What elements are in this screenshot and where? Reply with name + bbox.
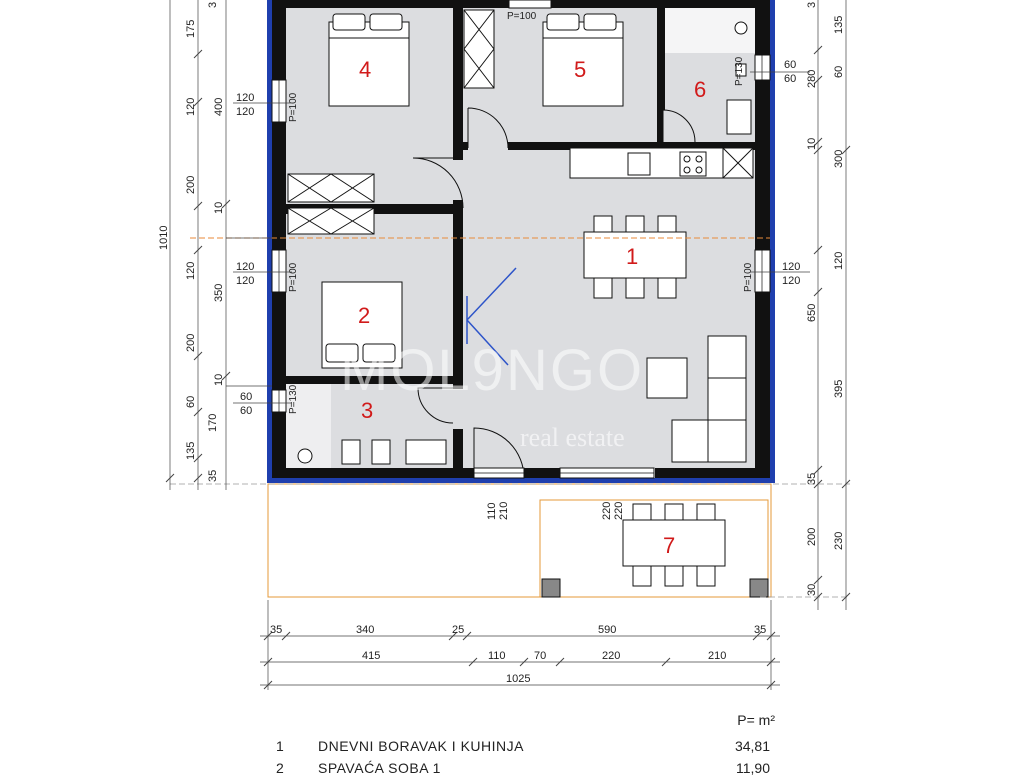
dim-w2-a: 120 xyxy=(236,261,255,273)
dim-left-inner-2: 200 xyxy=(185,175,197,194)
dim-right-mid-0: 650 xyxy=(806,303,818,322)
dim-bottom-row2-2: 70 xyxy=(534,650,547,662)
dim-left-inner-4: 200 xyxy=(185,333,197,352)
room-number-7: 7 xyxy=(663,533,676,558)
wardrobe-room5 xyxy=(464,10,494,88)
dim-right-outer-2: 280 xyxy=(806,69,818,88)
dim-terrace-0: 200 xyxy=(806,527,818,546)
room-number-4: 4 xyxy=(359,57,372,82)
room-number-6: 6 xyxy=(694,77,707,102)
wardrobe-room2 xyxy=(288,208,374,234)
dim-left-inner-0: 175 xyxy=(185,19,197,38)
dim-left-mid-0: 400 xyxy=(213,97,225,116)
legend-row xyxy=(270,738,780,758)
dim-left-inner-7: 135 xyxy=(185,441,197,460)
dim-left-inner-6: 170 xyxy=(207,413,219,432)
legend-row-area: 11,90 xyxy=(736,760,770,776)
dim-terrace-door-a: 220 xyxy=(601,501,613,520)
room-number-3: 3 xyxy=(361,398,374,423)
kitchen-counter xyxy=(570,148,753,178)
watermark-sub: real estate xyxy=(520,423,625,452)
dim-bottom-row2-4: 210 xyxy=(708,650,727,662)
dim-bottom-row1-4: 35 xyxy=(754,624,767,636)
opening-tag-room1: P=100 xyxy=(743,262,754,292)
wardrobe-room4 xyxy=(288,174,374,202)
dim-left-inner-3: 120 xyxy=(185,261,197,280)
dim-w4-a: 120 xyxy=(236,92,255,104)
dim-bottom-row2-1: 110 xyxy=(488,650,506,662)
dim-left-mid-2: 10 xyxy=(213,201,225,214)
dim-terrace-1: 230 xyxy=(833,531,845,550)
dim-right-outer-5: 120 xyxy=(833,251,845,270)
dim-right-outer-4: 300 xyxy=(833,149,845,168)
dim-bottom-row1-3: 590 xyxy=(598,624,617,636)
legend-row-name: SPAVAĆA SOBA 1 xyxy=(318,760,441,776)
dim-w6-a: 60 xyxy=(784,59,797,71)
opening-tag-room2: P=100 xyxy=(288,262,299,292)
dim-right-outer-8: 3 xyxy=(806,1,818,8)
legend-row-area: 34,81 xyxy=(734,738,770,754)
dim-left-mid-3: 10 xyxy=(213,373,225,386)
dim-right-outer-1: 60 xyxy=(833,65,845,78)
dim-left-inner-8: 35 xyxy=(207,469,219,482)
room-number-5: 5 xyxy=(574,57,587,82)
dim-entry-a: 110 xyxy=(486,502,498,520)
dim-w3-a: 60 xyxy=(240,391,253,403)
dim-w4-b: 120 xyxy=(236,106,255,118)
watermark-brand: MOL9NGO xyxy=(340,338,645,403)
terrace xyxy=(268,484,771,597)
dim-bottom-row2-0: 415 xyxy=(362,650,381,662)
dim-left-total: 1010 xyxy=(158,225,170,250)
dim-bottom-row1-2: 25 xyxy=(452,624,465,636)
dim-w2-b: 120 xyxy=(236,275,255,287)
dim-left-inner-1: 120 xyxy=(185,97,197,116)
legend-header: P= m² xyxy=(737,712,775,728)
opening-tag-room6: P=130 xyxy=(734,56,745,86)
left-dimension-lines xyxy=(170,0,272,490)
dim-bottom-row2-3: 220 xyxy=(602,650,621,662)
dim-right-outer-7: 35 xyxy=(806,472,818,485)
dim-w6-b: 60 xyxy=(784,73,797,85)
right-dimension-lines xyxy=(818,0,846,610)
dim-left-mid-1: 350 xyxy=(213,283,225,302)
opening-tag-room4: P=100 xyxy=(288,92,299,122)
legend-row-num: 1 xyxy=(276,738,284,754)
dim-terrace-2: 30 xyxy=(806,583,818,596)
dim-w1-a: 120 xyxy=(782,261,801,273)
room-number-1: 1 xyxy=(626,244,639,269)
opening-tag-room3: P=130 xyxy=(288,384,299,414)
dim-bottom-row1-1: 340 xyxy=(356,624,375,636)
opening-tag-top: P=100 xyxy=(507,11,537,22)
room-number-2: 2 xyxy=(358,303,371,328)
legend-row-num: 2 xyxy=(276,760,284,776)
dim-left-inner-9: 3 xyxy=(207,1,219,8)
dim-bottom-row1-0: 35 xyxy=(270,624,283,636)
legend-row xyxy=(270,760,780,780)
dim-right-outer-0: 135 xyxy=(833,15,845,34)
dim-right-outer-6: 395 xyxy=(833,379,845,398)
dim-right-outer-3: 10 xyxy=(806,137,818,150)
dim-left-inner-5: 60 xyxy=(185,395,197,408)
dim-entry-b: 210 xyxy=(498,501,510,520)
dim-w1-b: 120 xyxy=(782,275,801,287)
dim-terrace-door-b: 220 xyxy=(613,501,625,520)
dim-bottom-total: 1025 xyxy=(506,673,531,685)
dim-w3-b: 60 xyxy=(240,405,253,417)
right-dimension-ticks xyxy=(814,46,850,601)
legend-row-name: DNEVNI BORAVAK I KUHINJA xyxy=(318,738,524,754)
